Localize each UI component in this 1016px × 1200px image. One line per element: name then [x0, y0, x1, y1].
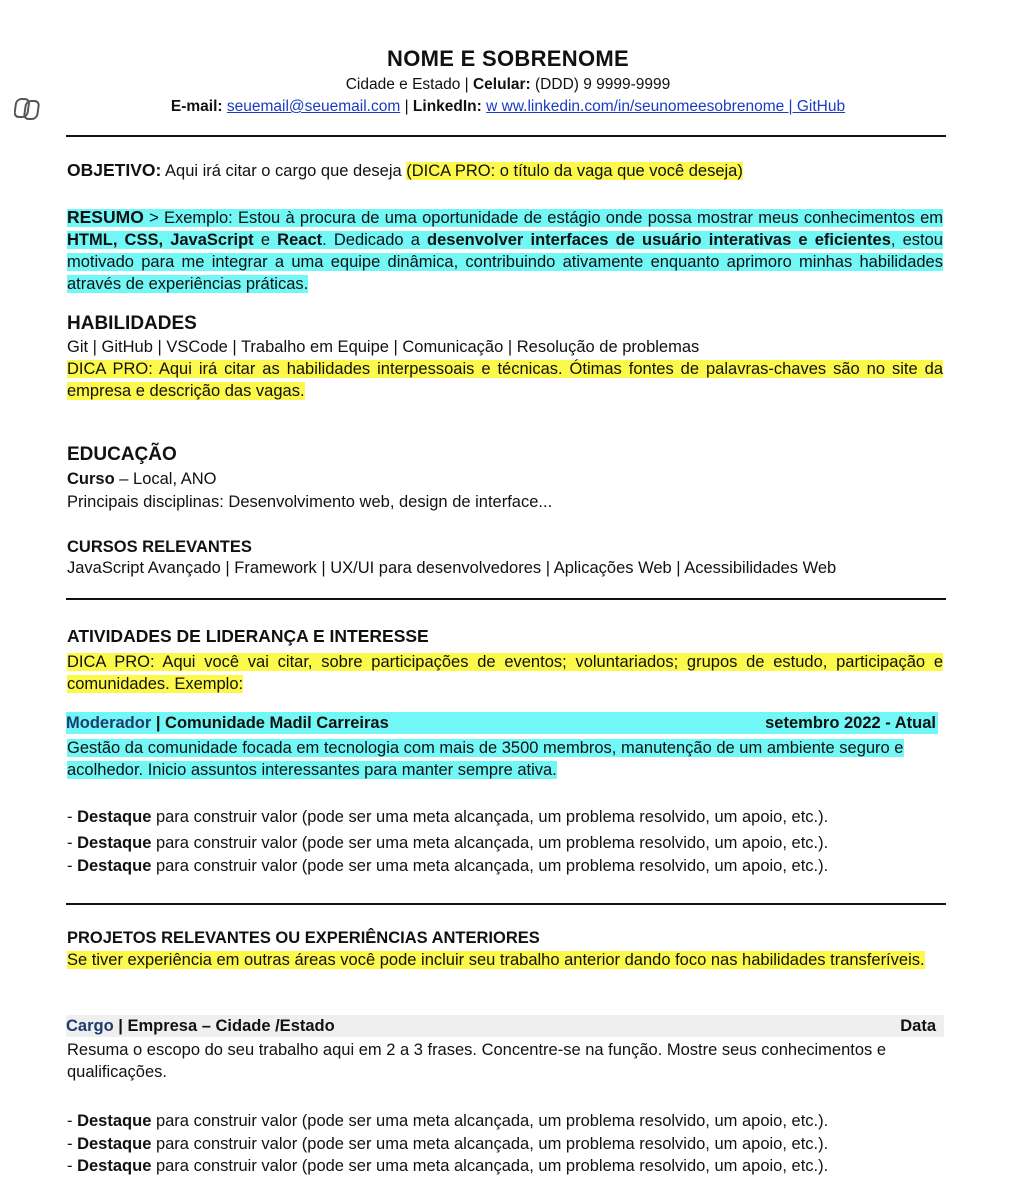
email-label: E-mail:: [170, 98, 223, 115]
lideranca-desc: Gestão da comunidade focada em tecnologia com mais de 3500 membros, manutenção de um ambiente seguro e acolhedor. Inicio assuntos interessantes para manter sempre ativa.: [67, 739, 904, 779]
divider: [66, 135, 946, 137]
educacao-disciplinas: Principais disciplinas: Desenvolvimento web, design de interface...: [67, 493, 553, 511]
projetos-date: Data: [900, 1017, 936, 1035]
projetos-role: Cargo: [66, 1017, 114, 1035]
educacao-title: EDUCAÇÃO: [67, 444, 177, 465]
objetivo-label: OBJETIVO:: [67, 160, 162, 180]
projetos-org: | Empresa – Cidade /Estado: [113, 1017, 335, 1035]
lideranca-org: | Comunidade Madil Carreiras: [151, 714, 389, 732]
educacao-curso: Curso – Local, ANO: [67, 470, 217, 488]
cursos-list: JavaScript Avançado | Framework | UX/UI para desenvolvedores | Aplicações Web | Acessibilidades Web: [67, 559, 837, 577]
divider: [66, 903, 946, 905]
lideranca-title: ATIVIDADES DE LIDERANÇA E INTERESSE: [67, 626, 429, 646]
contact-line-2: E-mail: seuemail@seuemail.com | LinkedIn: w ww.linkedin.com/in/seunomeesobrenome | GitHub: [170, 98, 846, 115]
lideranca-bullet: - Destaque para construir valor (pode ser uma meta alcançada, um problema resolvido, um apoio, etc.).: [67, 834, 829, 852]
lideranca-date: setembro 2022 - Atual: [765, 714, 936, 732]
location: Cidade e Estado: [345, 76, 461, 93]
resumo-label: RESUMO: [67, 207, 144, 227]
projetos-bullet: - Destaque para construir valor (pode ser uma meta alcançada, um problema resolvido, um apoio, etc.).: [67, 1135, 829, 1153]
contact-line-1: Cidade e Estado | Celular: (DDD) 9 9999-9999: [345, 76, 671, 93]
cursos-title: CURSOS RELEVANTES: [67, 538, 252, 556]
projetos-bullet: - Destaque para construir valor (pode ser uma meta alcançada, um problema resolvido, um apoio, etc.).: [67, 1112, 829, 1130]
lideranca-role-row: [66, 712, 938, 734]
candidate-name: NOME E SOBRENOME: [387, 46, 629, 71]
objetivo-section: [67, 159, 943, 182]
phone-label: Celular:: [472, 76, 531, 93]
objetivo-text: Aqui irá citar o cargo que deseja: [165, 162, 402, 180]
habilidades-title: HABILIDADES: [67, 313, 197, 334]
lideranca-role: Moderador: [66, 714, 152, 732]
linkedin-link[interactable]: w ww.linkedin.com/in/seunomeesobrenome | GitHub: [486, 98, 846, 115]
phone-value: (DDD) 9 9999-9999: [535, 76, 671, 93]
resumo-section: RESUMO > Exemplo: Estou à procura de uma oportunidade de estágio onde possa mostrar meus conhecimentos em HTML, CSS, JavaScript e React. Dedicado a desenvolver interfaces de usuário interativas e eficientes, estou motivado para me integrar a uma equipe dinâmica, contribuindo ativamente enquanto aprimoro minhas habilidades através de experiências práticas.: [67, 207, 943, 293]
lideranca-tip: DICA PRO: Aqui você vai citar, sobre participações de eventos; voluntariados; grupos de estudo, participação e comunidades. Exemplo:: [67, 653, 943, 693]
lideranca-bullet: - Destaque para construir valor (pode ser uma meta alcançada, um problema resolvido, um apoio, etc.).: [67, 857, 829, 875]
divider: [66, 598, 946, 600]
projetos-bullet: - Destaque para construir valor (pode ser uma meta alcançada, um problema resolvido, um apoio, etc.).: [67, 1157, 829, 1175]
objetivo-tip: (DICA PRO: o título da vaga que você deseja): [406, 162, 743, 180]
lideranca-bullet: - Destaque para construir valor (pode ser uma meta alcançada, um problema resolvido, um apoio, etc.).: [67, 808, 829, 826]
projetos-desc: Resuma o escopo do seu trabalho aqui em 2 a 3 frases. Concentre-se na função. Mostre seus conhecimentos e qualificações.: [67, 1041, 887, 1081]
projetos-tip: Se tiver experiência em outras áreas você pode incluir seu trabalho anterior dando foco nas habilidades transferíveis.: [67, 951, 925, 969]
habilidades-tip: DICA PRO: Aqui irá citar as habilidades interpessoais e técnicas. Ótimas fontes de palavras-chaves são no site da empresa e descrição das vagas.: [67, 360, 943, 400]
projetos-role-row: [66, 1015, 944, 1037]
habilidades-list: Git | GitHub | VSCode | Trabalho em Equipe | Comunicação | Resolução de problemas: [67, 338, 700, 356]
projetos-title: PROJETOS RELEVANTES OU EXPERIÊNCIAS ANTERIORES: [67, 929, 540, 947]
linkedin-label: LinkedIn:: [412, 98, 482, 115]
email-link[interactable]: seuemail@seuemail.com: [226, 98, 401, 115]
